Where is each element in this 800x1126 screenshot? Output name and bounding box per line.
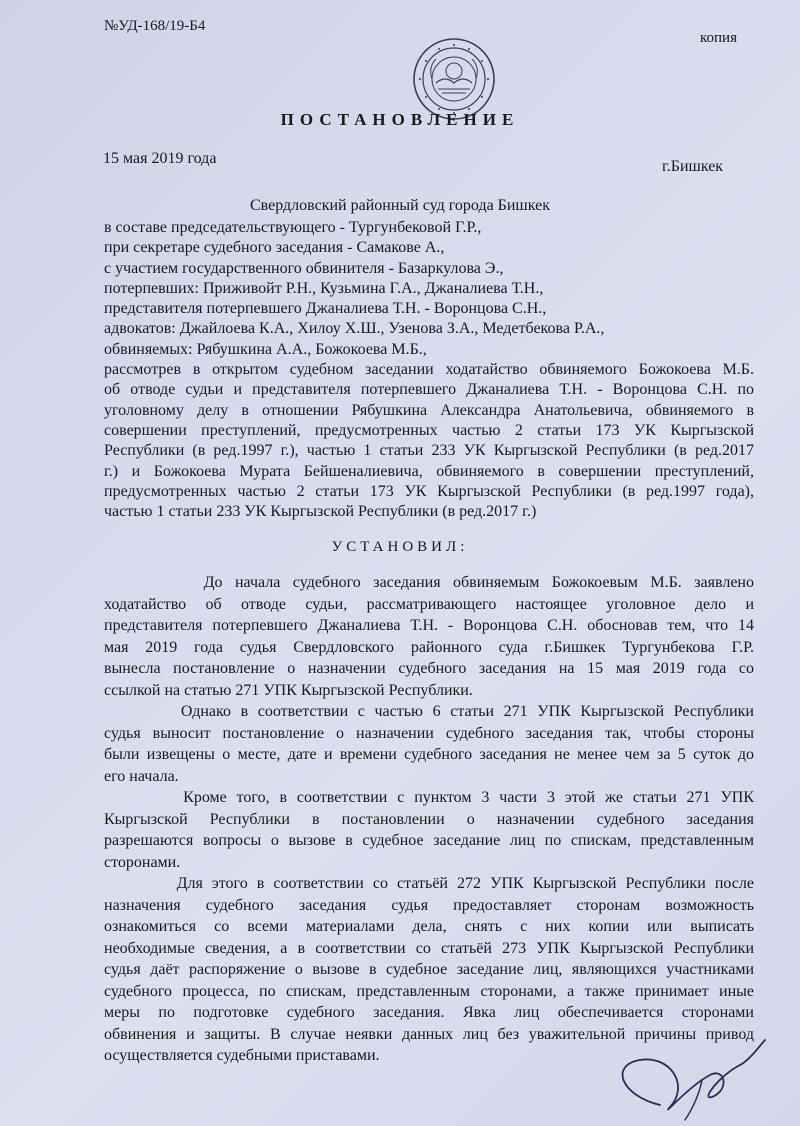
composition-line: с участием государственного обвинителя - Базаркулова Э., bbox=[104, 259, 504, 277]
state-emblem-seal bbox=[412, 37, 496, 121]
body-line: судья даёт распоряжение о вызове в судебное заседание лиц, являющихся участниками bbox=[104, 961, 754, 978]
composition-block bbox=[104, 218, 754, 522]
body-line: представителя потерпевшего Джаналиева Т.Н. - Воронцова С.Н. обосновав тем, что 14 bbox=[104, 617, 754, 634]
composition-line: уголовному делу в отношении Рябушкина Александра Анатольевича, обвиняемого в bbox=[104, 401, 754, 419]
composition-line: об отводе судьи и представителя потерпевшего Джаналиева Т.Н. - Воронцова С.Н. по bbox=[104, 381, 754, 399]
composition-line: рассмотрев в открытом судебном заседании ходатайство обвиняемого Божокоева М.Б. bbox=[104, 361, 754, 379]
handwritten-signature bbox=[600, 1035, 770, 1123]
composition-line: адвокатов: Джайлоева К.А., Хилоу Х.Ш., Узенова З.А., Медетбекова Р.А., bbox=[104, 320, 605, 338]
body-line: Для этого в соответствии со статьёй 272 УПК Кыргызской Республики после bbox=[104, 875, 754, 892]
composition-line: представителя потерпевшего Джаналиева Т.Н. - Воронцова С.Н., bbox=[104, 300, 547, 318]
body-line: меры по подготовке судебного заседания. Явка лиц обеспечивается сторонами bbox=[104, 1004, 754, 1021]
body-line: Кроме того, в соответствии с пунктом 3 части 3 этой же статьи 271 УПК bbox=[104, 789, 754, 806]
body-line: сторонами. bbox=[104, 853, 181, 871]
body-line: назначения судебного заседания судья предоставляет сторонам возможность bbox=[104, 896, 754, 914]
body-line: разрешаются вопросы о вызове в судебное заседание лиц по спискам, представленным bbox=[104, 832, 754, 849]
body-line: его начала. bbox=[104, 767, 179, 785]
composition-line: Республики (в ред.1997 г.), частью 1 статьи 233 УК Кыргызской Республики (в ред.2017 bbox=[104, 442, 754, 460]
court-name: Свердловский районный суд города Бишкек bbox=[250, 197, 550, 214]
body-line: вынесла постановление о назначении судебного заседания на 15 мая 2019 года со bbox=[104, 660, 754, 677]
body-line: ссылкой на статью 271 УПК Кыргызской Республики. bbox=[104, 681, 473, 699]
body-line: судья выносит постановление о назначении судебного заседания так, чтобы стороны bbox=[104, 724, 754, 742]
body-line: необходимые сведения, а в соответствии со статьёй 273 УПК Кыргызской Республики bbox=[104, 939, 754, 957]
document-title: ПОСТАНОВЛЕНИЕ bbox=[280, 110, 520, 129]
body-line: были извещены о месте, дате и времени судебного заседания не менее чем за 5 суток до bbox=[104, 746, 754, 763]
body-line: Однако в соответствии с частью 6 статьи 271 УПК Кыргызской Республики bbox=[104, 703, 754, 720]
body-text bbox=[104, 572, 754, 1067]
body-line: До начала судебного заседания обвиняемым Божокоевым М.Б. заявлено bbox=[104, 574, 754, 591]
composition-line: в составе председательствующего - Тургунбековой Г.Р., bbox=[104, 219, 482, 236]
composition-line: предусмотренных частью 2 статьи 173 УК Кыргызской Республики (в ред.1997 года), bbox=[104, 482, 754, 500]
composition-line: г.) и Божокоева Мурата Бейшеналиевича, обвиняемого в совершении преступлений, bbox=[104, 462, 754, 480]
composition-line: частью 1 статьи 233 УК Кыргызской Республики (в ред.2017 г.) bbox=[104, 503, 537, 521]
established-heading: УСТАНОВИЛ: bbox=[331, 539, 469, 555]
composition-line: совершении преступлений, предусмотренных частью 2 статьи 173 УК Кыргызской bbox=[104, 421, 754, 439]
copy-mark: копия bbox=[700, 30, 737, 46]
composition-line: обвиняемых: Рябушкина А.А., Божокоева М.Б., bbox=[104, 340, 427, 358]
document-date: 15 мая 2019 года bbox=[103, 150, 217, 167]
document-city: г.Бишкек bbox=[662, 158, 724, 175]
body-line: ходатайство об отводе судьи, рассматривающего настоящее уголовное дело и bbox=[104, 595, 754, 613]
body-line: ознакомиться со всеми материалами дела, снять с них копии или выписать bbox=[104, 918, 754, 935]
body-line: обвинения и защиты. В случае неявки данных лиц без уважительной причины привод bbox=[104, 1025, 754, 1043]
body-line: судебного процесса, по спискам, представленным сторонами, а также принимает иные bbox=[104, 982, 754, 1000]
composition-line: потерпевших: Приживойт Р.Н., Кузьмина Г.А., Джаналиева Т.Н., bbox=[104, 279, 544, 297]
case-number: №УД-168/19-Б4 bbox=[104, 18, 206, 34]
body-line: Кыргызской Республики в постановлении о назначении судебного заседания bbox=[104, 810, 754, 828]
body-line: мая 2019 года судья Свердловского районного суда г.Бишкек Тургунбекова Г.Р. bbox=[104, 638, 754, 656]
body-line: осуществляется судебными приставами. bbox=[104, 1047, 380, 1064]
composition-line: при секретаре судебного заседания - Самакове А., bbox=[104, 239, 445, 257]
